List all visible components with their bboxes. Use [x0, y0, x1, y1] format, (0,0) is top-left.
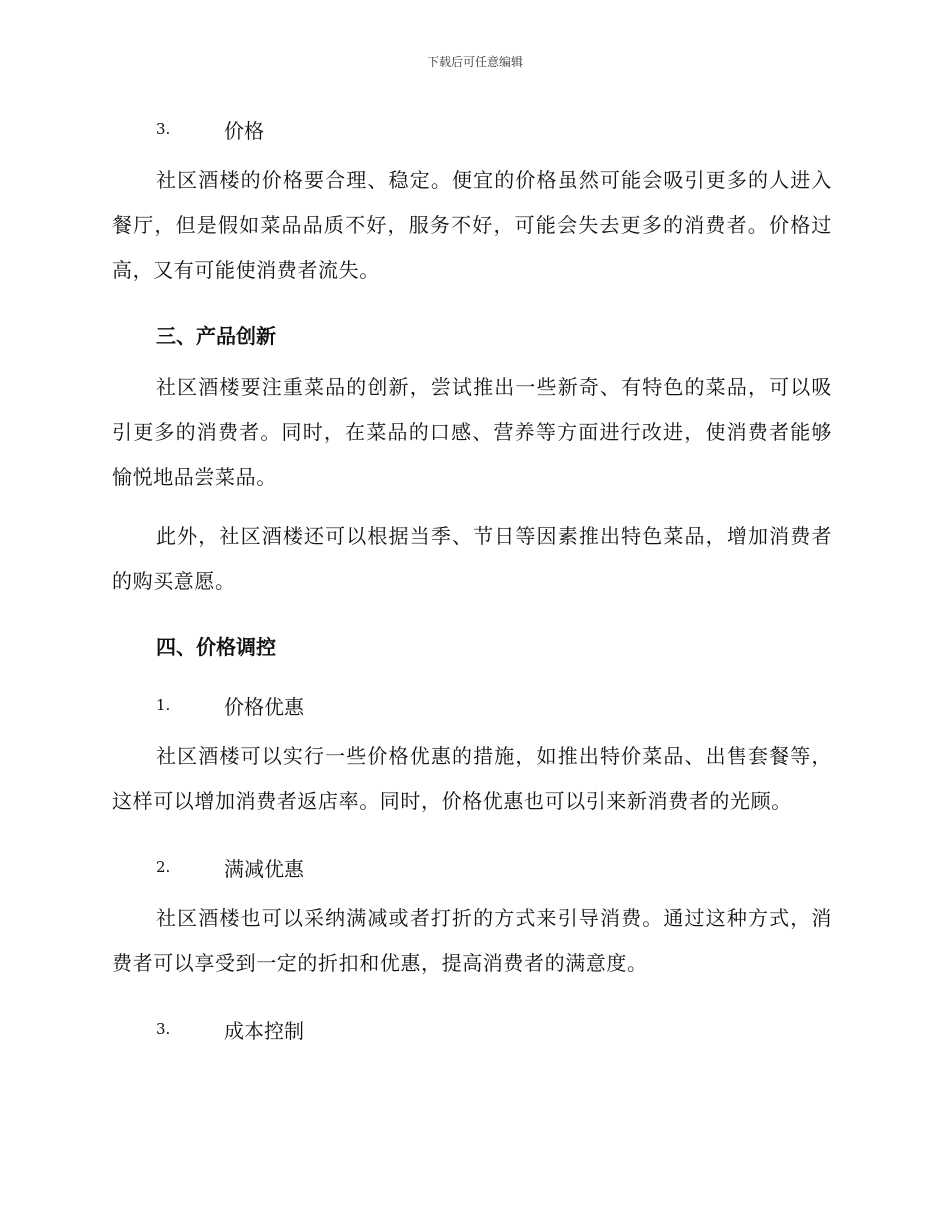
page-header: 下载后可任意编辑 [426, 55, 523, 69]
paragraph-promo: 社区酒楼也可以采纳满减或者打折的方式来引导消费。通过这种方式，消费者可以享受到一定的折扣和优惠，提高消费者的满意度。 [112, 906, 832, 975]
paragraph-innovation-2: 此外，社区酒楼还可以根据当季、节日等因素推出特色菜品，增加消费者的购买意愿。 [112, 524, 832, 593]
list-item-label: 价格优惠 [224, 694, 304, 719]
list-item-price [112, 114, 832, 144]
list-item-number: 1. [156, 696, 171, 714]
paragraph-discount: 社区酒楼可以实行一些价格优惠的措施，如推出特价菜品、出售套餐等，这样可以增加消费者返店率。同时，价格优惠也可以引来新消费者的光顾。 [112, 744, 832, 813]
list-item-discount [112, 690, 832, 720]
section-heading-price-control: 四、价格调控 [156, 635, 276, 659]
list-item-promo [112, 852, 832, 882]
list-item-number: 3. [156, 1020, 171, 1038]
section-heading-product-innovation: 三、产品创新 [156, 324, 276, 348]
paragraph-innovation-1: 社区酒楼要注重菜品的创新，尝试推出一些新奇、有特色的菜品，可以吸引更多的消费者。同时，在菜品的口感、营养等方面进行改进，使消费者能够愉悦地品尝菜品。 [112, 375, 832, 489]
list-item-cost [112, 1014, 832, 1044]
list-item-label: 满减优惠 [224, 856, 304, 881]
list-item-number: 2. [156, 858, 171, 876]
list-item-label: 价格 [224, 118, 264, 143]
paragraph-price: 社区酒楼的价格要合理、稳定。便宜的价格虽然可能会吸引更多的人进入餐厅，但是假如菜品品质不好，服务不好，可能会失去更多的消费者。价格过高，又有可能使消费者流失。 [112, 168, 832, 282]
document-body [112, 114, 832, 1072]
list-item-label: 成本控制 [224, 1018, 304, 1043]
list-item-number: 3. [156, 120, 171, 138]
